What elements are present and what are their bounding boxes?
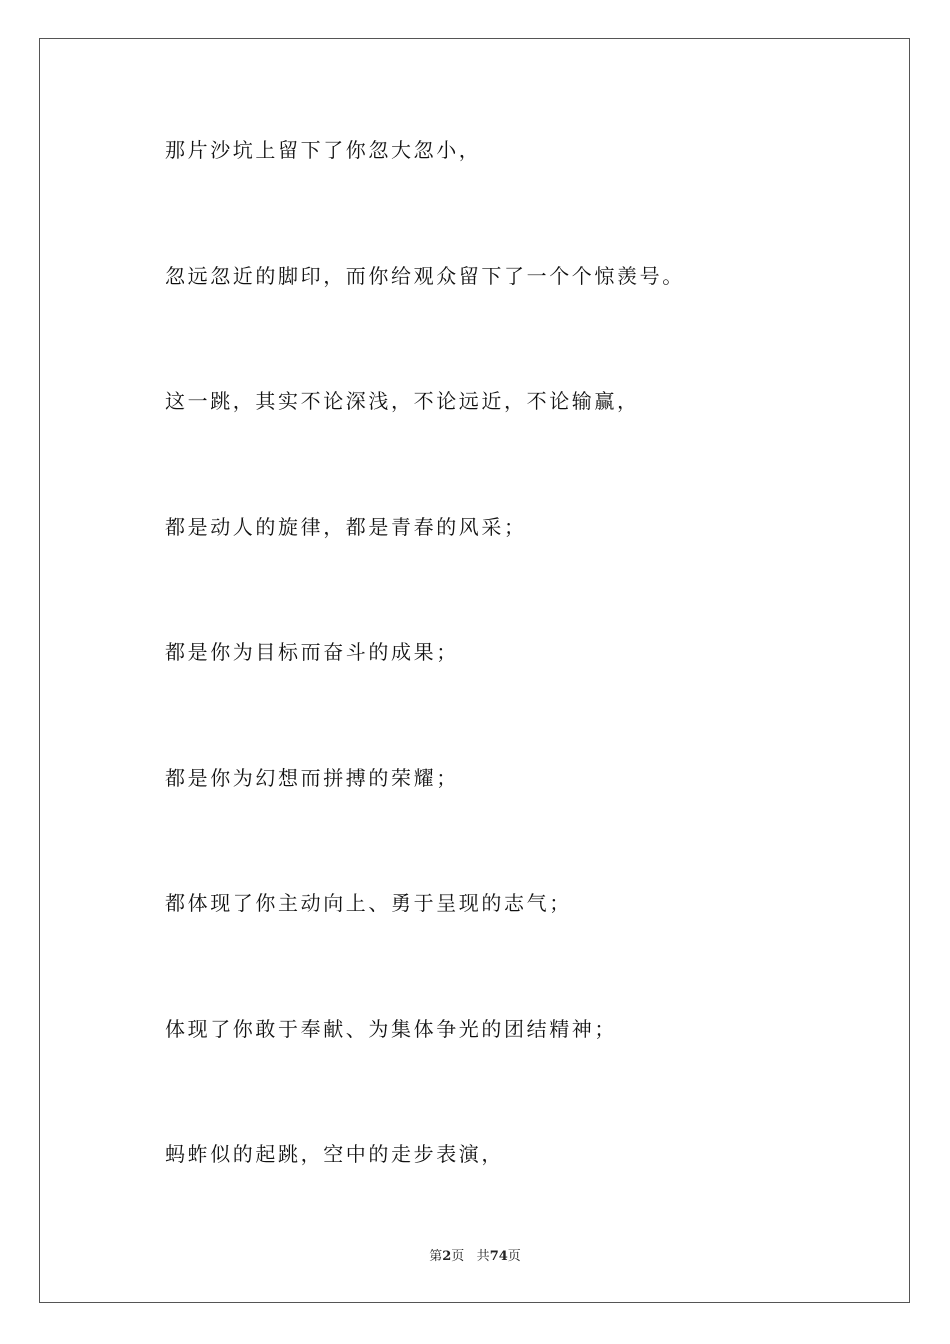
- text-line: 都是你为幻想而拼搏的荣耀；: [165, 765, 459, 790]
- text-line: 都体现了你主动向上、勇于呈现的志气；: [165, 891, 572, 915]
- document-body: [165, 128, 865, 1258]
- text-line: 那片沙坑上留下了你忽大忽小，: [165, 138, 482, 162]
- text-line: 都是动人的旋律，都是青春的风采；: [165, 514, 527, 539]
- page-prefix: 第: [429, 1249, 443, 1264]
- total-pages: 74: [489, 1249, 508, 1264]
- total-suffix: 页: [507, 1249, 521, 1264]
- page-suffix: 页: [451, 1249, 465, 1264]
- text-line: 蚂蚱似的起跳，空中的走步表演，: [165, 1142, 504, 1166]
- text-line: 都是你为目标而奋斗的成果；: [165, 640, 459, 664]
- text-line: 体现了你敢于奉献、为集体争光的团结精神；: [165, 1016, 617, 1041]
- text-line: 这一跳，其实不论深浅，不论远近，不论输赢，: [165, 389, 640, 413]
- page-footer: [0, 1245, 950, 1264]
- page-number: 2: [442, 1249, 452, 1264]
- text-line: 忽远忽近的脚印，而你给观众留下了一个个惊羡号。: [165, 263, 685, 288]
- total-prefix: 共: [476, 1249, 490, 1264]
